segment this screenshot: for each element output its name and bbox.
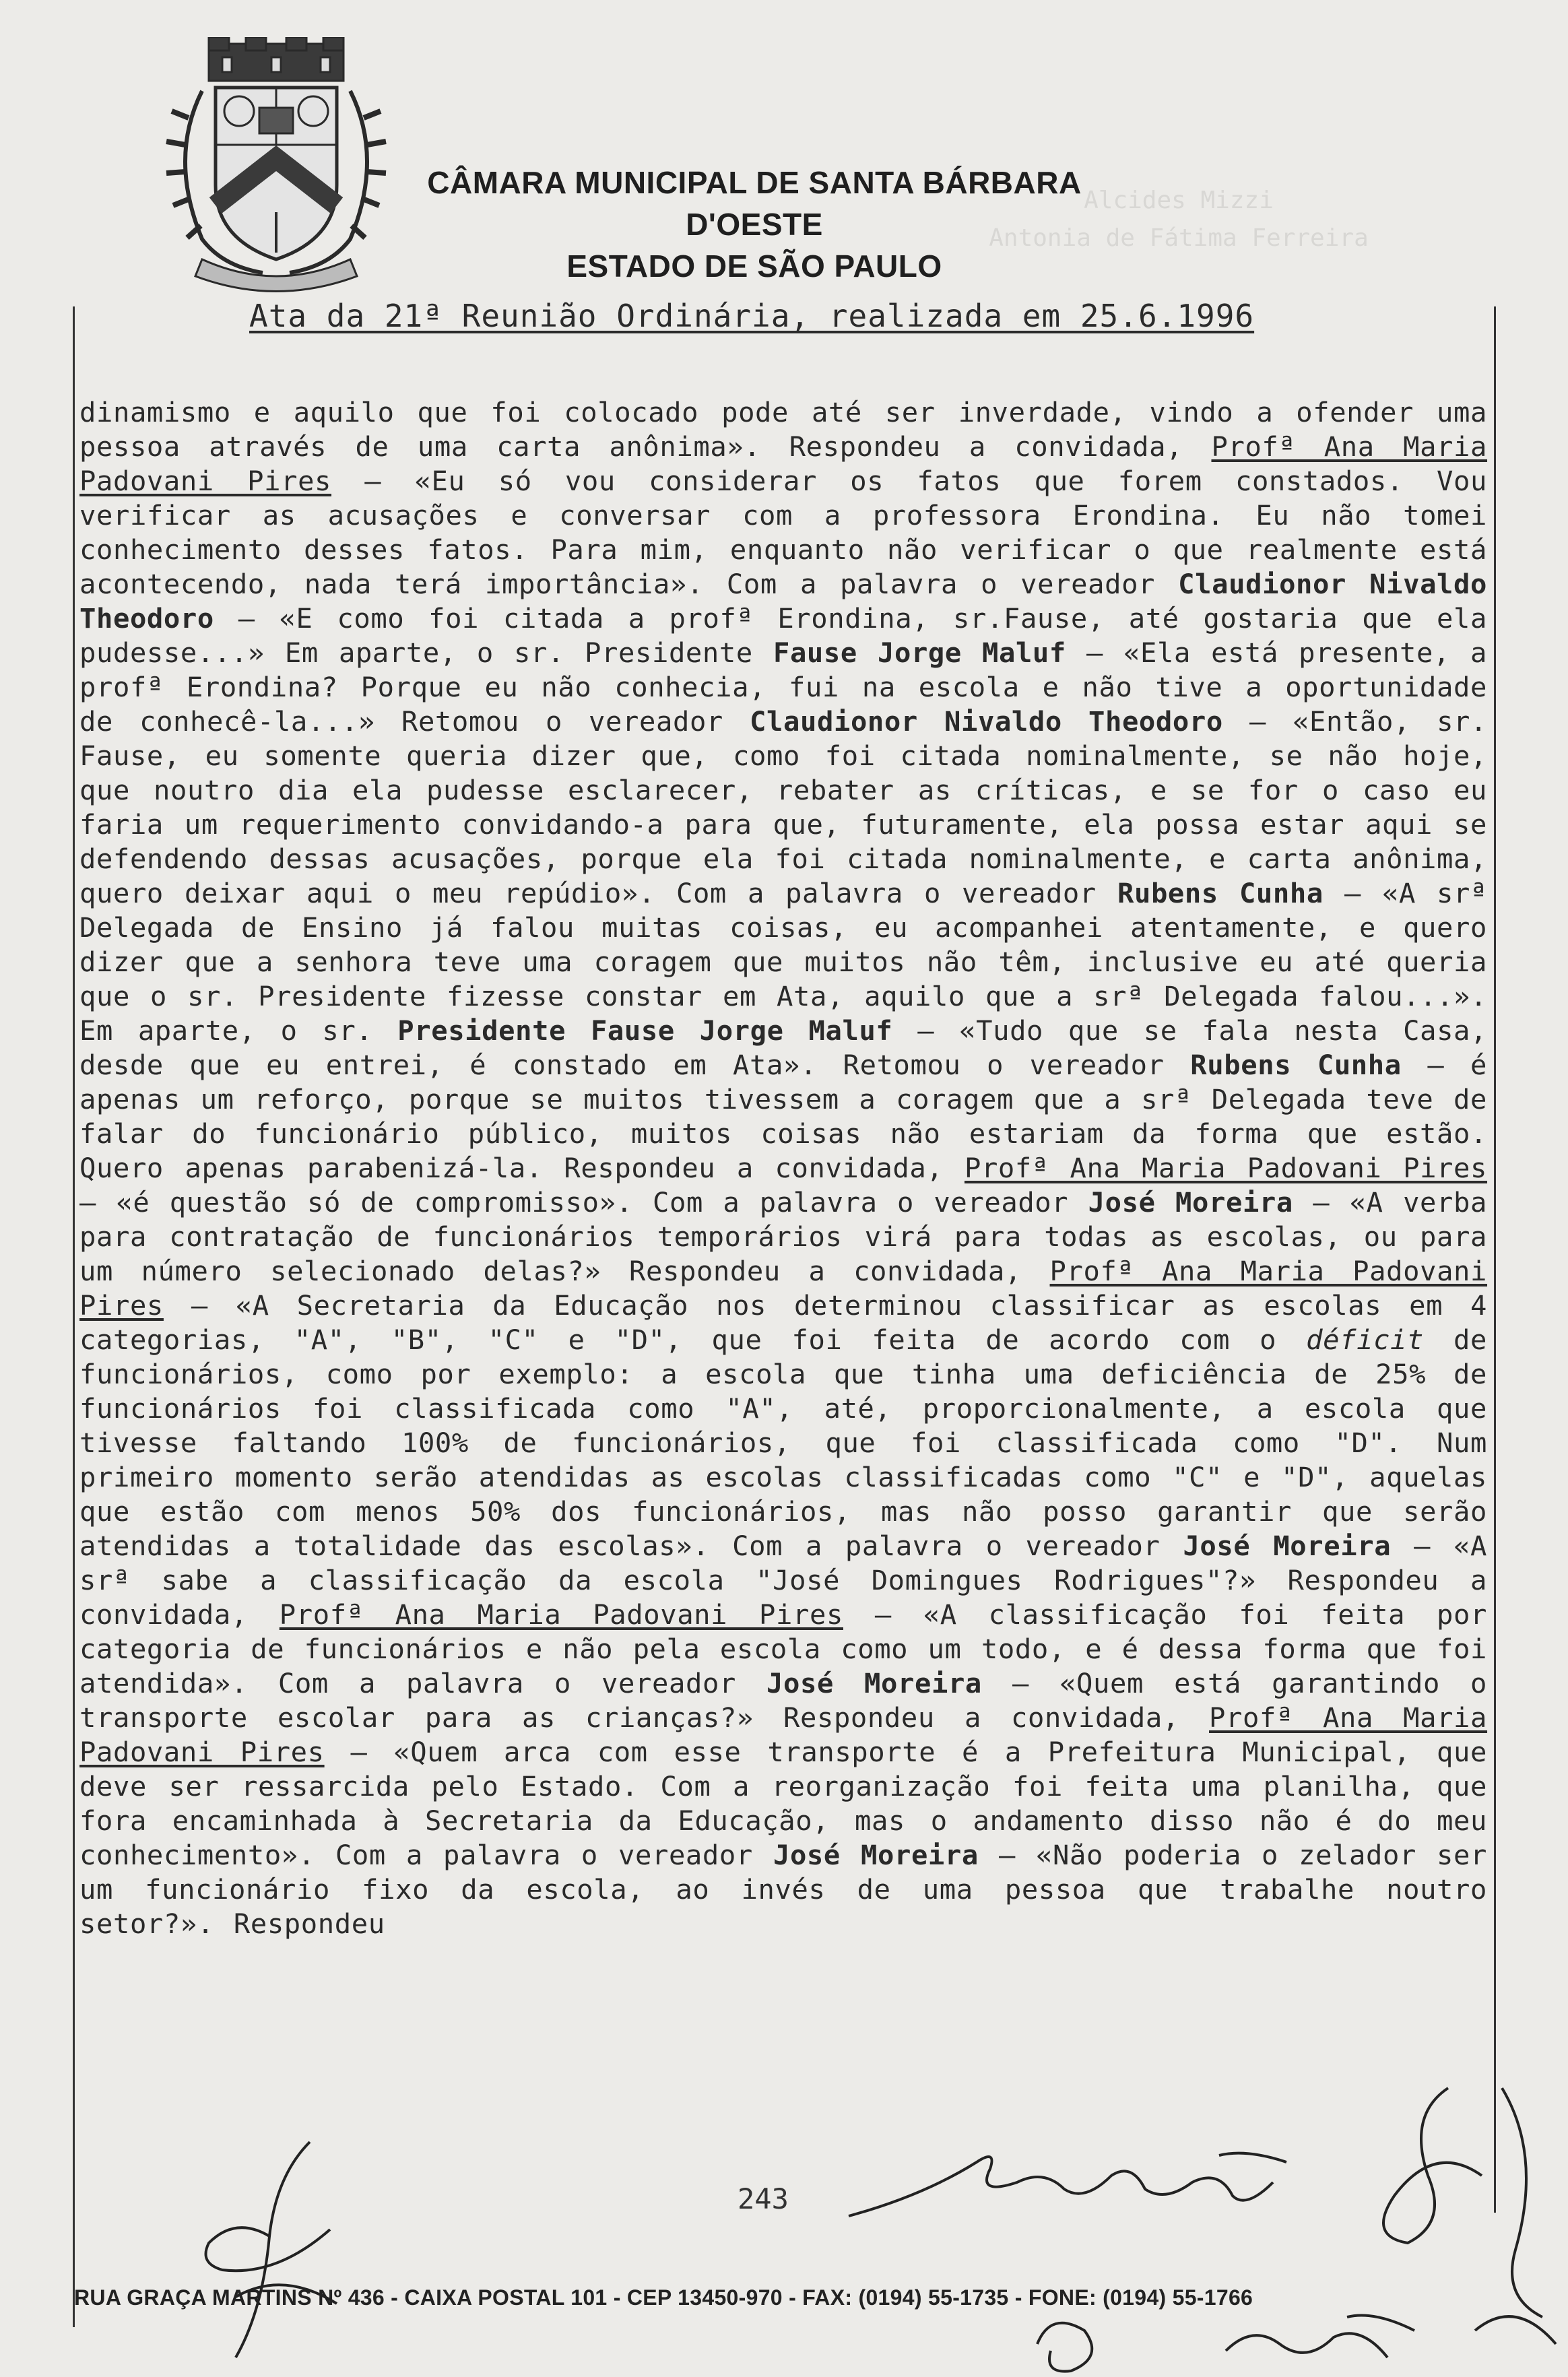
speaker-name: José Moreira xyxy=(1183,1530,1392,1562)
speaker-name: Rubens Cunha xyxy=(1117,877,1324,909)
ghost-name-2: Antonia de Fátima Ferreira xyxy=(989,224,1369,252)
signature-left xyxy=(195,2135,350,2364)
speaker-name: Profª Ana Maria Padovani Pires xyxy=(964,1152,1488,1184)
speaker-name: Profª Ana Maria Padovani Pires xyxy=(79,430,1488,497)
speaker-name: José Moreira xyxy=(773,1839,979,1871)
coat-of-arms-seal xyxy=(162,37,391,293)
address-footer: RUA GRAÇA MARTINS Nº 436 - CAIXA POSTAL 101 - CEP 13450-970 - FAX: (0194) 55-1735 - FONE: (0194) 55-1766 xyxy=(74,2285,1253,2310)
speaker-name: Fause Jorge Maluf xyxy=(773,637,1066,669)
signature-center xyxy=(842,2142,1313,2229)
institution-state: ESTADO DE SÃO PAULO xyxy=(566,249,942,284)
speaker-name: José Moreira xyxy=(766,1667,982,1699)
ghost-name-1: Alcides Mizzi xyxy=(1084,187,1274,214)
minutes-body: dinamismo e aquilo que foi colocado pode até ser inverdade, vindo a ofender uma pessoa através de uma carta anônima». Respondeu a convidada, Profª Ana Maria Padovani Pires – «Eu só vou considerar os fatos que forem constados. Vou verificar as acusações e conversar com a professora Erondina. Eu não tomei conhecimento desses fatos. Para mim, enquanto não verificar o que realmente está acontecendo, nada terá importância». Com a palavra o vereador Claudionor Nivaldo Theodoro – «E como foi citada a profª Erondina, sr.Fause, até gostaria que ela pudesse...» Em aparte, o sr. Presidente Fause Jorge Maluf – «Ela está presente, a profª Erondina? Porque eu não conhecia, fui na escola e não tive a oportunidade de conhecê-la...» Retomou o vereador Claudionor Nivaldo Theodoro – «Então, sr. Fause, eu somente queria dizer que, como foi citada nominalmente, se não hoje, que noutro dia ela pudesse esclarecer, rebater as críticas, e se for o caso eu faria um requerimento convidando-a para que, futuramente, ela possa estar aqui se defendendo dessas acusações, porque ela foi citada nominalmente, e carta anônima, quero deixar aqui o meu repúdio». Com a palavra o vereador Rubens Cunha – «A srª Delegada de Ensino já falou muitas coisas, eu acompanhei atentamente, e quero dizer que a senhora teve uma coragem que muitos não têm, inclusive eu até queria que o sr. Presidente fizesse constar em Ata, aquilo que a srª Delegada falou...». Em aparte, o sr. Presidente Fause Jorge Maluf – «Tudo que se fala nesta Casa, desde que eu entrei, é constado em Ata». Retomou o vereador Rubens Cunha – é apenas um reforço, porque se muitos tivessem a coragem que a srª Delegada teve de falar do funcionário público, muitos coisas não estariam da forma que estão. Quero apenas parabenizá-la. Respondeu a convidada, Profª Ana Maria Padovani Pires – «é questão só de compromisso». Com a palavra o vereador José Moreira – «A verba para contratação de funcionários temporários virá para todas as escolas, ou para um número selecionado delas?» Respondeu a convidada, Profª Ana Maria Padovani Pires – «A Secretaria da Educação nos determinou classificar as escolas em 4 categorias, "A", "B", "C" e "D", que foi feita de acordo com o déficit de funcionários, como por exemplo: a escola que tinha uma deficiência de 25% de funcionários foi classificada como "A", até, proporcionalmente, a escola que tivesse faltando 100% de funcionários, que foi classificada como "D". Num primeiro momento serão atendidas as escolas classificadas como "C" e "D", aquelas que estão com menos 50% dos funcionários, mas não posso garantir que serão atendidas a totalidade das escolas». Com a palavra o vereador José Moreira – «A srª sabe a classificação da escola "José Domingues Rodrigues"?» Respondeu a convidada, Profª Ana Maria Padovani Pires – «A classificação foi feita por categoria de funcionários e não pela escola como um todo, e é dessa forma que foi atendida». Com a palavra o vereador José Moreira – «Quem está garantindo o transporte escolar para as crianças?» Respondeu a convidada, Profª Ana Maria Padovani Pires – «Quem arca com esse transporte é a Prefeitura Municipal, que deve ser ressarcida pelo Estado. Com a reorganização foi feita uma planilha, que fora encaminhada à Secretaria da Educação, mas o andamento disso não é do meu conhecimento». Com a palavra o vereador José Moreira – «Não poderia o zelador ser um funcionário fixo da escola, ao invés de uma pessoa que trabalhe noutro setor?». Respondeu xyxy=(79,396,1488,1940)
speaker-name: Profª Ana Maria Padovani Pires xyxy=(279,1598,843,1631)
bleed-through-signature-names xyxy=(876,182,1482,257)
italic-term: déficit xyxy=(1306,1324,1425,1356)
left-margin-rule xyxy=(73,306,75,2327)
speaker-name: Presidente Fause Jorge Maluf xyxy=(397,1014,893,1047)
right-margin-rule xyxy=(1494,306,1496,2213)
speaker-name: Claudionor Nivaldo Theodoro xyxy=(79,568,1488,634)
speaker-name: Rubens Cunha xyxy=(1190,1049,1402,1081)
speaker-name: Profª Ana Maria Padovani Pires xyxy=(79,1255,1488,1322)
speaker-name: Claudionor Nivaldo Theodoro xyxy=(750,705,1223,738)
institution-name: CÂMARA MUNICIPAL DE SANTA BÁRBARA D'OESTE xyxy=(427,165,1082,242)
page-number: 243 xyxy=(738,2182,789,2215)
signature-bottom xyxy=(1024,2304,1441,2377)
signature-right xyxy=(1340,2075,1568,2377)
speaker-name: José Moreira xyxy=(1088,1186,1293,1218)
minutes-title: Ata da 21ª Reunião Ordinária, realizada em 25.6.1996 xyxy=(249,298,1255,334)
speaker-name: Profª Ana Maria Padovani Pires xyxy=(79,1701,1488,1768)
